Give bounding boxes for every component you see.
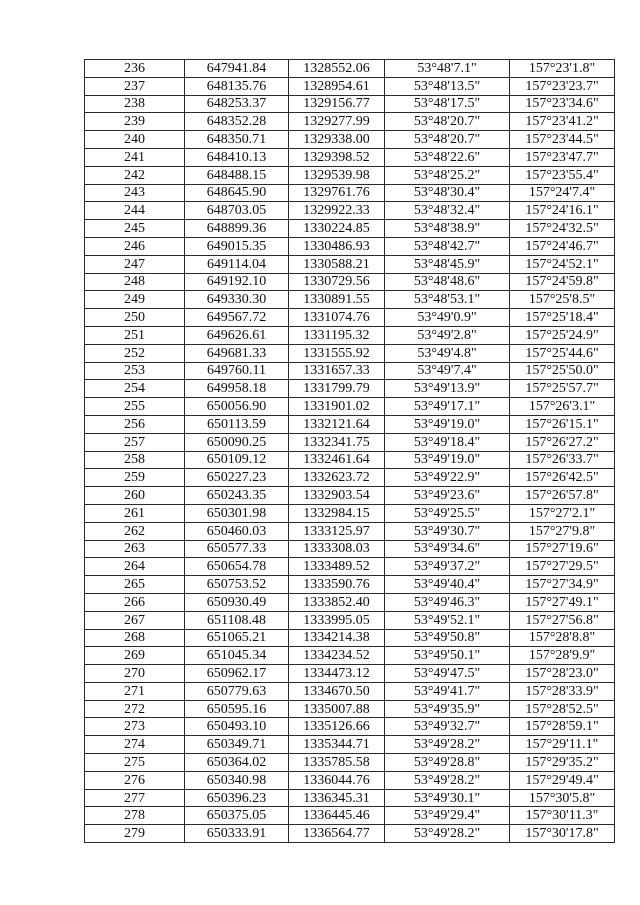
coordinates-table [84, 59, 615, 843]
table-row [85, 718, 615, 736]
y-coordinate-cell: 1334670.50 [289, 682, 385, 700]
table-row [85, 326, 615, 344]
latitude-cell: 53°48'53.1" [385, 291, 510, 309]
longitude-cell: 157°25'8.5" [510, 291, 615, 309]
point-number-cell: 279 [85, 825, 185, 843]
y-coordinate-cell: 1336445.46 [289, 807, 385, 825]
point-number-cell: 261 [85, 504, 185, 522]
latitude-cell: 53°49'25.5" [385, 504, 510, 522]
x-coordinate-cell: 649330.30 [185, 291, 289, 309]
point-number-cell: 253 [85, 362, 185, 380]
latitude-cell: 53°49'35.9" [385, 700, 510, 718]
latitude-cell: 53°49'17.1" [385, 398, 510, 416]
x-coordinate-cell: 650243.35 [185, 487, 289, 505]
table-row [85, 576, 615, 594]
table-row [85, 291, 615, 309]
x-coordinate-cell: 650930.49 [185, 593, 289, 611]
longitude-cell: 157°25'44.6" [510, 344, 615, 362]
latitude-cell: 53°48'7.1" [385, 60, 510, 78]
y-coordinate-cell: 1334214.38 [289, 629, 385, 647]
longitude-cell: 157°26'15.1" [510, 415, 615, 433]
x-coordinate-cell: 650962.17 [185, 665, 289, 683]
table-row [85, 682, 615, 700]
table-row [85, 255, 615, 273]
x-coordinate-cell: 650654.78 [185, 558, 289, 576]
y-coordinate-cell: 1333489.52 [289, 558, 385, 576]
longitude-cell: 157°28'8.8" [510, 629, 615, 647]
table-row [85, 131, 615, 149]
latitude-cell: 53°49'29.4" [385, 807, 510, 825]
y-coordinate-cell: 1332461.64 [289, 451, 385, 469]
y-coordinate-cell: 1334473.12 [289, 665, 385, 683]
longitude-cell: 157°26'57.8" [510, 487, 615, 505]
table-row [85, 344, 615, 362]
point-number-cell: 249 [85, 291, 185, 309]
point-number-cell: 239 [85, 113, 185, 131]
point-number-cell: 248 [85, 273, 185, 291]
longitude-cell: 157°23'1.8" [510, 60, 615, 78]
x-coordinate-cell: 651108.48 [185, 611, 289, 629]
x-coordinate-cell: 649958.18 [185, 380, 289, 398]
latitude-cell: 53°49'41.7" [385, 682, 510, 700]
latitude-cell: 53°48'20.7" [385, 113, 510, 131]
longitude-cell: 157°26'42.5" [510, 469, 615, 487]
point-number-cell: 242 [85, 166, 185, 184]
x-coordinate-cell: 650056.90 [185, 398, 289, 416]
latitude-cell: 53°49'47.5" [385, 665, 510, 683]
point-number-cell: 266 [85, 593, 185, 611]
table-row [85, 540, 615, 558]
longitude-cell: 157°25'24.9" [510, 326, 615, 344]
y-coordinate-cell: 1333852.40 [289, 593, 385, 611]
y-coordinate-cell: 1329398.52 [289, 148, 385, 166]
longitude-cell: 157°23'34.6" [510, 95, 615, 113]
table-row [85, 148, 615, 166]
longitude-cell: 157°28'52.5" [510, 700, 615, 718]
table-row [85, 789, 615, 807]
point-number-cell: 272 [85, 700, 185, 718]
longitude-cell: 157°23'47.7" [510, 148, 615, 166]
longitude-cell: 157°24'52.1" [510, 255, 615, 273]
table-row [85, 807, 615, 825]
x-coordinate-cell: 651045.34 [185, 647, 289, 665]
y-coordinate-cell: 1331555.92 [289, 344, 385, 362]
table-row [85, 700, 615, 718]
point-number-cell: 259 [85, 469, 185, 487]
table-row [85, 736, 615, 754]
latitude-cell: 53°49'46.3" [385, 593, 510, 611]
table-row [85, 362, 615, 380]
x-coordinate-cell: 648352.28 [185, 113, 289, 131]
longitude-cell: 157°24'59.8" [510, 273, 615, 291]
longitude-cell: 157°30'17.8" [510, 825, 615, 843]
longitude-cell: 157°28'23.0" [510, 665, 615, 683]
point-number-cell: 250 [85, 309, 185, 327]
longitude-cell: 157°24'32.5" [510, 220, 615, 238]
table-row [85, 237, 615, 255]
table-row [85, 184, 615, 202]
point-number-cell: 260 [85, 487, 185, 505]
point-number-cell: 255 [85, 398, 185, 416]
latitude-cell: 53°48'20.7" [385, 131, 510, 149]
x-coordinate-cell: 650333.91 [185, 825, 289, 843]
latitude-cell: 53°49'4.8" [385, 344, 510, 362]
point-number-cell: 277 [85, 789, 185, 807]
longitude-cell: 157°27'34.9" [510, 576, 615, 594]
point-number-cell: 262 [85, 522, 185, 540]
latitude-cell: 53°49'50.1" [385, 647, 510, 665]
latitude-cell: 53°48'13.5" [385, 77, 510, 95]
y-coordinate-cell: 1333125.97 [289, 522, 385, 540]
longitude-cell: 157°26'33.7" [510, 451, 615, 469]
y-coordinate-cell: 1328552.06 [289, 60, 385, 78]
x-coordinate-cell: 649192.10 [185, 273, 289, 291]
table-row [85, 504, 615, 522]
point-number-cell: 263 [85, 540, 185, 558]
table-row [85, 309, 615, 327]
latitude-cell: 53°49'28.2" [385, 825, 510, 843]
x-coordinate-cell: 650375.05 [185, 807, 289, 825]
x-coordinate-cell: 650113.59 [185, 415, 289, 433]
point-number-cell: 241 [85, 148, 185, 166]
latitude-cell: 53°49'37.2" [385, 558, 510, 576]
point-number-cell: 257 [85, 433, 185, 451]
longitude-cell: 157°28'33.9" [510, 682, 615, 700]
longitude-cell: 157°27'56.8" [510, 611, 615, 629]
y-coordinate-cell: 1333590.76 [289, 576, 385, 594]
latitude-cell: 53°48'17.5" [385, 95, 510, 113]
longitude-cell: 157°28'9.9" [510, 647, 615, 665]
longitude-cell: 157°26'3.1" [510, 398, 615, 416]
y-coordinate-cell: 1330486.93 [289, 237, 385, 255]
x-coordinate-cell: 649760.11 [185, 362, 289, 380]
x-coordinate-cell: 648410.13 [185, 148, 289, 166]
point-number-cell: 271 [85, 682, 185, 700]
x-coordinate-cell: 649626.61 [185, 326, 289, 344]
y-coordinate-cell: 1332341.75 [289, 433, 385, 451]
y-coordinate-cell: 1329761.76 [289, 184, 385, 202]
x-coordinate-cell: 650753.52 [185, 576, 289, 594]
point-number-cell: 246 [85, 237, 185, 255]
table-row [85, 433, 615, 451]
latitude-cell: 53°49'34.6" [385, 540, 510, 558]
y-coordinate-cell: 1330891.55 [289, 291, 385, 309]
point-number-cell: 269 [85, 647, 185, 665]
table-row [85, 77, 615, 95]
latitude-cell: 53°49'28.8" [385, 754, 510, 772]
longitude-cell: 157°23'55.4" [510, 166, 615, 184]
point-number-cell: 247 [85, 255, 185, 273]
point-number-cell: 240 [85, 131, 185, 149]
y-coordinate-cell: 1333995.05 [289, 611, 385, 629]
x-coordinate-cell: 650595.16 [185, 700, 289, 718]
table-row [85, 220, 615, 238]
point-number-cell: 243 [85, 184, 185, 202]
table-row [85, 398, 615, 416]
y-coordinate-cell: 1332984.15 [289, 504, 385, 522]
y-coordinate-cell: 1331799.79 [289, 380, 385, 398]
latitude-cell: 53°49'18.4" [385, 433, 510, 451]
point-number-cell: 264 [85, 558, 185, 576]
y-coordinate-cell: 1336044.76 [289, 771, 385, 789]
longitude-cell: 157°24'46.7" [510, 237, 615, 255]
table-row [85, 522, 615, 540]
latitude-cell: 53°48'45.9" [385, 255, 510, 273]
table-row [85, 273, 615, 291]
latitude-cell: 53°49'2.8" [385, 326, 510, 344]
point-number-cell: 274 [85, 736, 185, 754]
x-coordinate-cell: 650227.23 [185, 469, 289, 487]
table-row [85, 60, 615, 78]
y-coordinate-cell: 1331074.76 [289, 309, 385, 327]
x-coordinate-cell: 650779.63 [185, 682, 289, 700]
table-row [85, 166, 615, 184]
y-coordinate-cell: 1329156.77 [289, 95, 385, 113]
table-row [85, 558, 615, 576]
y-coordinate-cell: 1335344.71 [289, 736, 385, 754]
y-coordinate-cell: 1334234.52 [289, 647, 385, 665]
longitude-cell: 157°23'44.5" [510, 131, 615, 149]
table-row [85, 415, 615, 433]
longitude-cell: 157°24'16.1" [510, 202, 615, 220]
latitude-cell: 53°48'22.6" [385, 148, 510, 166]
coordinates-table-body [85, 60, 615, 843]
x-coordinate-cell: 650577.33 [185, 540, 289, 558]
x-coordinate-cell: 649015.35 [185, 237, 289, 255]
y-coordinate-cell: 1335126.66 [289, 718, 385, 736]
table-row [85, 771, 615, 789]
longitude-cell: 157°29'11.1" [510, 736, 615, 754]
longitude-cell: 157°27'49.1" [510, 593, 615, 611]
latitude-cell: 53°49'19.0" [385, 415, 510, 433]
longitude-cell: 157°30'11.3" [510, 807, 615, 825]
latitude-cell: 53°49'19.0" [385, 451, 510, 469]
longitude-cell: 157°23'23.7" [510, 77, 615, 95]
longitude-cell: 157°25'57.7" [510, 380, 615, 398]
point-number-cell: 258 [85, 451, 185, 469]
longitude-cell: 157°27'9.8" [510, 522, 615, 540]
table-row [85, 113, 615, 131]
y-coordinate-cell: 1331901.02 [289, 398, 385, 416]
point-number-cell: 236 [85, 60, 185, 78]
table-row [85, 451, 615, 469]
longitude-cell: 157°24'7.4" [510, 184, 615, 202]
x-coordinate-cell: 650090.25 [185, 433, 289, 451]
point-number-cell: 268 [85, 629, 185, 647]
point-number-cell: 254 [85, 380, 185, 398]
point-number-cell: 237 [85, 77, 185, 95]
x-coordinate-cell: 648253.37 [185, 95, 289, 113]
y-coordinate-cell: 1329277.99 [289, 113, 385, 131]
y-coordinate-cell: 1332121.64 [289, 415, 385, 433]
point-number-cell: 278 [85, 807, 185, 825]
point-number-cell: 251 [85, 326, 185, 344]
x-coordinate-cell: 648488.15 [185, 166, 289, 184]
x-coordinate-cell: 648703.05 [185, 202, 289, 220]
latitude-cell: 53°49'23.6" [385, 487, 510, 505]
point-number-cell: 244 [85, 202, 185, 220]
latitude-cell: 53°49'50.8" [385, 629, 510, 647]
latitude-cell: 53°48'42.7" [385, 237, 510, 255]
x-coordinate-cell: 650109.12 [185, 451, 289, 469]
y-coordinate-cell: 1329539.98 [289, 166, 385, 184]
table-row [85, 629, 615, 647]
x-coordinate-cell: 650396.23 [185, 789, 289, 807]
point-number-cell: 276 [85, 771, 185, 789]
longitude-cell: 157°25'18.4" [510, 309, 615, 327]
y-coordinate-cell: 1332623.72 [289, 469, 385, 487]
y-coordinate-cell: 1330729.56 [289, 273, 385, 291]
latitude-cell: 53°48'32.4" [385, 202, 510, 220]
latitude-cell: 53°48'38.9" [385, 220, 510, 238]
latitude-cell: 53°49'32.7" [385, 718, 510, 736]
longitude-cell: 157°30'5.8" [510, 789, 615, 807]
point-number-cell: 273 [85, 718, 185, 736]
table-row [85, 469, 615, 487]
table-row [85, 611, 615, 629]
point-number-cell: 267 [85, 611, 185, 629]
y-coordinate-cell: 1332903.54 [289, 487, 385, 505]
table-row [85, 593, 615, 611]
x-coordinate-cell: 651065.21 [185, 629, 289, 647]
x-coordinate-cell: 648899.36 [185, 220, 289, 238]
longitude-cell: 157°29'49.4" [510, 771, 615, 789]
x-coordinate-cell: 649567.72 [185, 309, 289, 327]
latitude-cell: 53°48'48.6" [385, 273, 510, 291]
latitude-cell: 53°49'30.7" [385, 522, 510, 540]
y-coordinate-cell: 1328954.61 [289, 77, 385, 95]
point-number-cell: 265 [85, 576, 185, 594]
x-coordinate-cell: 648135.76 [185, 77, 289, 95]
point-number-cell: 270 [85, 665, 185, 683]
latitude-cell: 53°49'40.4" [385, 576, 510, 594]
y-coordinate-cell: 1330224.85 [289, 220, 385, 238]
latitude-cell: 53°48'25.2" [385, 166, 510, 184]
y-coordinate-cell: 1329338.00 [289, 131, 385, 149]
longitude-cell: 157°26'27.2" [510, 433, 615, 451]
x-coordinate-cell: 650340.98 [185, 771, 289, 789]
longitude-cell: 157°27'29.5" [510, 558, 615, 576]
longitude-cell: 157°29'35.2" [510, 754, 615, 772]
latitude-cell: 53°49'13.9" [385, 380, 510, 398]
latitude-cell: 53°48'30.4" [385, 184, 510, 202]
x-coordinate-cell: 650301.98 [185, 504, 289, 522]
x-coordinate-cell: 650460.03 [185, 522, 289, 540]
table-row [85, 380, 615, 398]
y-coordinate-cell: 1335007.88 [289, 700, 385, 718]
table-row [85, 754, 615, 772]
table-row [85, 487, 615, 505]
x-coordinate-cell: 648350.71 [185, 131, 289, 149]
y-coordinate-cell: 1336564.77 [289, 825, 385, 843]
table-row [85, 665, 615, 683]
longitude-cell: 157°28'59.1" [510, 718, 615, 736]
y-coordinate-cell: 1331195.32 [289, 326, 385, 344]
point-number-cell: 238 [85, 95, 185, 113]
latitude-cell: 53°49'0.9" [385, 309, 510, 327]
longitude-cell: 157°23'41.2" [510, 113, 615, 131]
table-row [85, 647, 615, 665]
x-coordinate-cell: 647941.84 [185, 60, 289, 78]
x-coordinate-cell: 649114.04 [185, 255, 289, 273]
x-coordinate-cell: 650364.02 [185, 754, 289, 772]
y-coordinate-cell: 1330588.21 [289, 255, 385, 273]
x-coordinate-cell: 650493.10 [185, 718, 289, 736]
x-coordinate-cell: 650349.71 [185, 736, 289, 754]
y-coordinate-cell: 1335785.58 [289, 754, 385, 772]
latitude-cell: 53°49'7.4" [385, 362, 510, 380]
point-number-cell: 252 [85, 344, 185, 362]
y-coordinate-cell: 1329922.33 [289, 202, 385, 220]
longitude-cell: 157°27'2.1" [510, 504, 615, 522]
longitude-cell: 157°27'19.6" [510, 540, 615, 558]
latitude-cell: 53°49'30.1" [385, 789, 510, 807]
latitude-cell: 53°49'52.1" [385, 611, 510, 629]
point-number-cell: 275 [85, 754, 185, 772]
point-number-cell: 245 [85, 220, 185, 238]
table-row [85, 825, 615, 843]
y-coordinate-cell: 1331657.33 [289, 362, 385, 380]
table-row [85, 95, 615, 113]
longitude-cell: 157°25'50.0" [510, 362, 615, 380]
x-coordinate-cell: 648645.90 [185, 184, 289, 202]
latitude-cell: 53°49'28.2" [385, 771, 510, 789]
latitude-cell: 53°49'22.9" [385, 469, 510, 487]
latitude-cell: 53°49'28.2" [385, 736, 510, 754]
y-coordinate-cell: 1336345.31 [289, 789, 385, 807]
y-coordinate-cell: 1333308.03 [289, 540, 385, 558]
table-row [85, 202, 615, 220]
point-number-cell: 256 [85, 415, 185, 433]
x-coordinate-cell: 649681.33 [185, 344, 289, 362]
